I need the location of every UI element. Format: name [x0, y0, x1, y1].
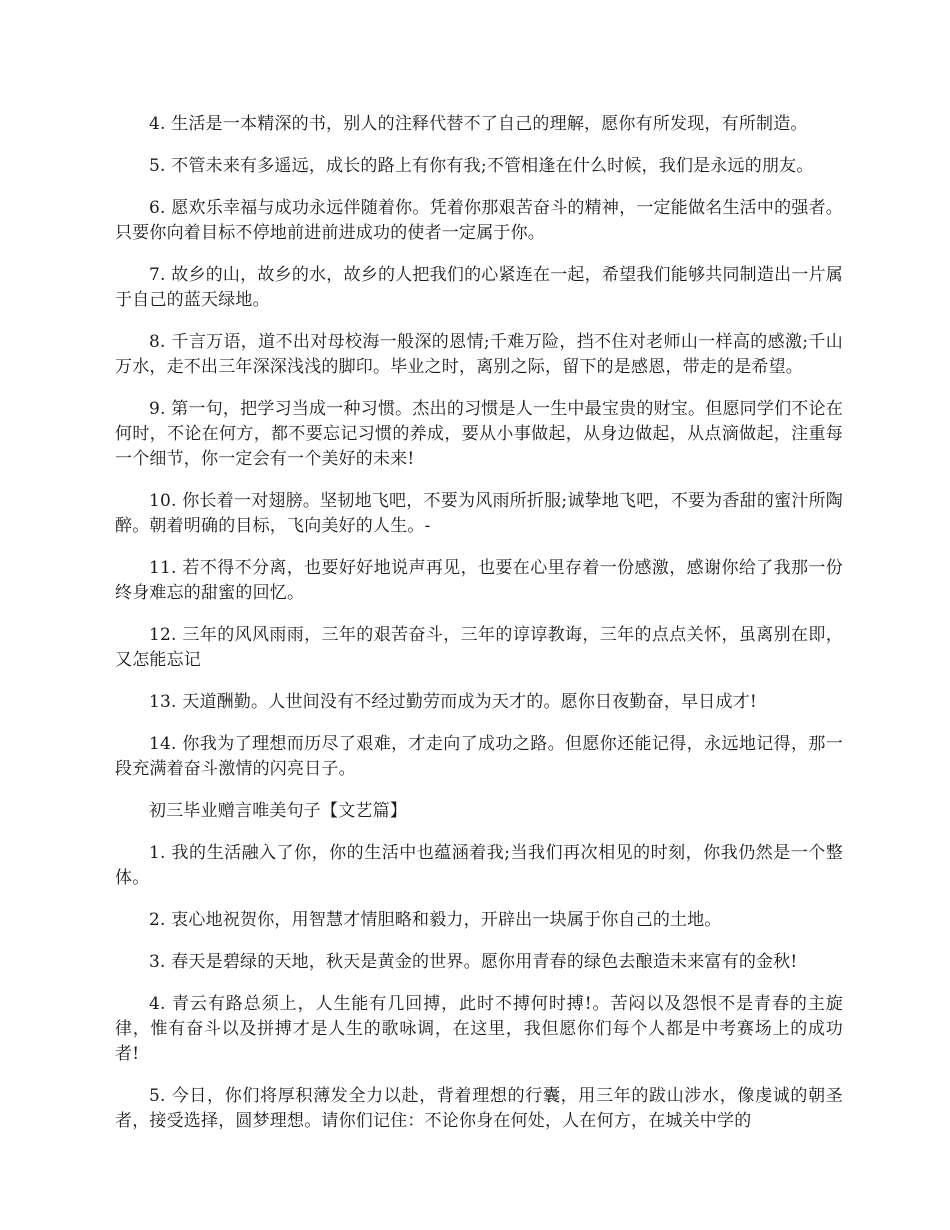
paragraph-9: 9. 第一句，把学习当成一种习惯。杰出的习惯是人一生中最宝贵的财宝。但愿同学们不论在何时，不论在何方，都不要忘记习惯的养成，要从小事做起，从身边做起，从点滴做起，注重每一个细节，你一定会有一个美好的未来! — [115, 399, 843, 469]
paragraph-7: 7. 故乡的山，故乡的水，故乡的人把我们的心紧连在一起，希望我们能够共同制造出一片属于自己的蓝天绿地。 — [115, 265, 843, 310]
paragraph-11: 11. 若不得不分离，也要好好地说声再见，也要在心里存着一份感激，感谢你给了我那一份终身难忘的甜蜜的回忆。 — [115, 558, 843, 603]
section-paragraph-1: 1. 我的生活融入了你，你的生活中也蕴涵着我;当我们再次相见的时刻，你我仍然是一个整体。 — [115, 843, 843, 888]
paragraph-13: 13. 天道酬勤。人世间没有不经过勤劳而成为天才的。愿你日夜勤奋，早日成才! — [149, 692, 757, 712]
paragraph-6: 6. 愿欢乐幸福与成功永远伴随着你。凭着你那艰苦奋斗的精神，一定能做名生活中的强者。只要你向着目标不停地前进前进成功的使者一定属于你。 — [115, 198, 843, 243]
paragraph-4: 4. 生活是一本精深的书，别人的注释代替不了自己的理解，愿你有所发现，有所制造。 — [149, 114, 808, 134]
section-paragraph-2: 2. 衷心地祝贺你，用智慧才情胆略和毅力，开辟出一块属于你自己的土地。 — [149, 910, 722, 930]
paragraph-12: 12. 三年的风风雨雨，三年的艰苦奋斗，三年的谆谆教诲，三年的点点关怀，虽离别在即，又怎能忘记 — [115, 625, 843, 670]
section-paragraph-5: 5. 今日，你们将厚积薄发全力以赴，背着理想的行囊，用三年的跋山涉水，像虔诚的朝圣者，接受选择，圆梦理想。请你们记住：不论你身在何处，人在何方，在城关中学的 — [115, 1086, 843, 1131]
paragraph-8: 8. 千言万语，道不出对母校海一般深的恩情;千难万险，挡不住对老师山一样高的感激;千山万水，走不出三年深深浅浅的脚印。毕业之时，离别之际，留下的是感恩，带走的是希望。 — [115, 332, 843, 377]
section-heading: 初三毕业赠言唯美句子【文艺篇】 — [149, 801, 407, 821]
section-paragraph-3: 3. 春天是碧绿的天地，秋天是黄金的世界。愿你用青春的绿色去酿造未来富有的金秋! — [149, 952, 798, 972]
document-body — [115, 112, 843, 1151]
paragraph-10: 10. 你长着一对翅膀。坚韧地飞吧，不要为风雨所折服;诚挚地飞吧，不要为香甜的蜜汁所陶醉。朝着明确的目标，飞向美好的人生。- — [115, 491, 843, 536]
paragraph-14: 14. 你我为了理想而历尽了艰难，才走向了成功之路。但愿你还能记得，永远地记得，那一段充满着奋斗激情的闪亮日子。 — [115, 734, 843, 779]
paragraph-5: 5. 不管未来有多遥远，成长的路上有你有我;不管相逢在什么时候，我们是永远的朋友。 — [149, 156, 814, 176]
section-paragraph-4: 4. 青云有路总须上，人生能有几回搏，此时不搏何时搏!。苦闷以及怨恨不是青春的主旋律，惟有奋斗以及拼搏才是人生的歌咏调，在这里，我但愿你们每个人都是中考赛场上的成功者! — [115, 994, 843, 1064]
